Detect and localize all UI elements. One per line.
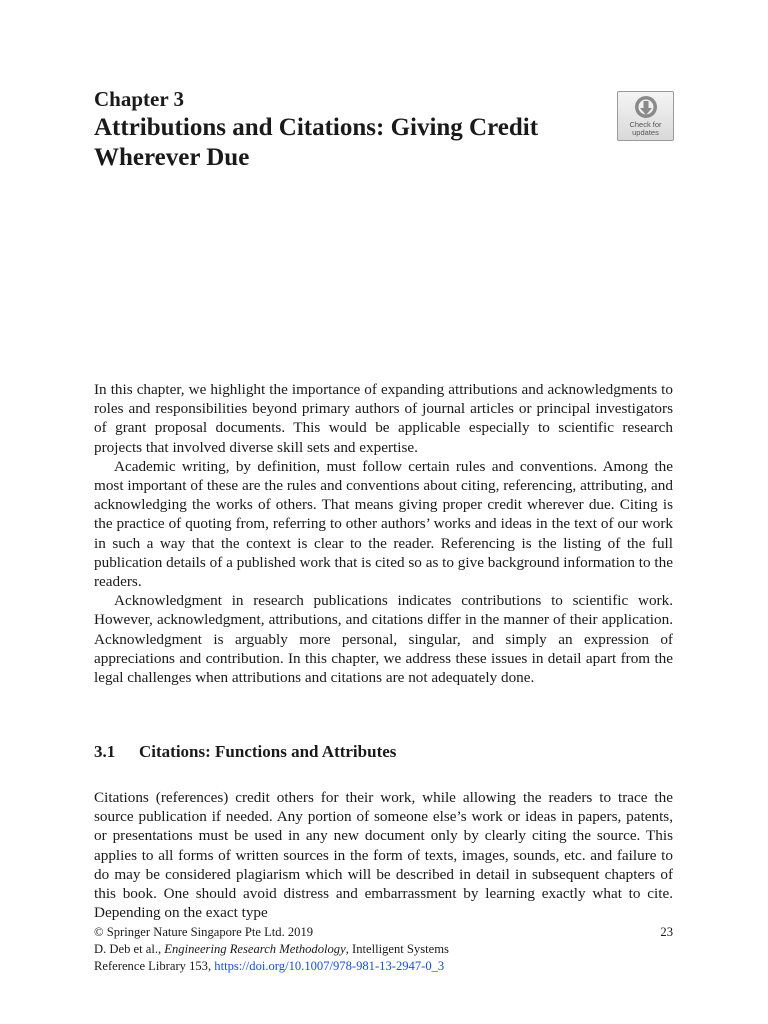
authors: D. Deb et al., (94, 942, 165, 956)
intro-paragraph: Acknowledgment in research publications indicates contributions to scientific work. However, acknowledgment, attributions, and citations differ in the manner of their application. Acknowledgment is arguably more personal, singular, and simply an expression of appreciations and contribution. In this chapter, we address these issues in detail apart from the legal challenges when attributions and citations are not adequately done. (94, 592, 673, 687)
page-number: 23 (660, 925, 673, 939)
page-footer (94, 924, 673, 975)
book-title: Engineering Research Methodology (164, 942, 346, 956)
intro-text (94, 380, 673, 687)
series-volume: Reference Library 153, (94, 959, 215, 973)
section-paragraph: Citations (references) credit others for their work, while allowing the readers to trace the source publication if needed. Any portion of someone else’s work or ideas in papers, patents, or presentations must be used in any new document only by clearly citing the source. This applies to all forms of written sources in the form of texts, images, sounds, etc. and failure to do may be considered plagiarism which will be described in detail in subsequent chapters of this book. One should avoid distress and embarrassment by learning exactly what to cite. Depending on the exact type (94, 789, 673, 922)
check-for-updates-icon (634, 95, 658, 119)
intro-paragraph: In this chapter, we highlight the importance of expanding attributions and acknowledgments to roles and responsibilities beyond primary authors of journal articles or principal investigators of grant proposal documents. This would be applicable especially to scientific research projects that involved diverse skill sets and expertise. (94, 381, 673, 456)
section-number: 3.1 (94, 742, 116, 761)
doi-link[interactable]: https://doi.org/10.1007/978-981-13-2947-0_3 (214, 959, 445, 973)
citation-line-2 (94, 958, 673, 975)
copyright-line: © Springer Nature Singapore Pte Ltd. 2019 (94, 925, 314, 939)
section-title: Citations: Functions and Attributes (139, 742, 397, 761)
intro-paragraph: Academic writing, by definition, must follow certain rules and conventions. Among the most important of these are the rules and conventions about citing, referencing, attributing, and acknowledging the works of others. That means giving proper credit wherever due. Citing is the practice of quoting from, referring to other authors’ works and ideas in the text of our work in such a way that the context is clear to the reader. Referencing is the listing of the full publication details of a published work that is cited so as to give background information to the readers. (94, 457, 673, 591)
chapter-title: Attributions and Citations: Giving Credit Wherever Due (94, 114, 539, 171)
chapter-label: Chapter 3 (94, 87, 185, 111)
series-name: , Intelligent Systems (345, 942, 449, 956)
badge-line1: Check for (629, 120, 662, 129)
section-heading (94, 741, 396, 763)
section-text (94, 788, 673, 922)
check-for-updates-badge[interactable] (617, 91, 674, 141)
citation-line-1 (94, 941, 673, 958)
badge-line2: updates (632, 128, 659, 137)
